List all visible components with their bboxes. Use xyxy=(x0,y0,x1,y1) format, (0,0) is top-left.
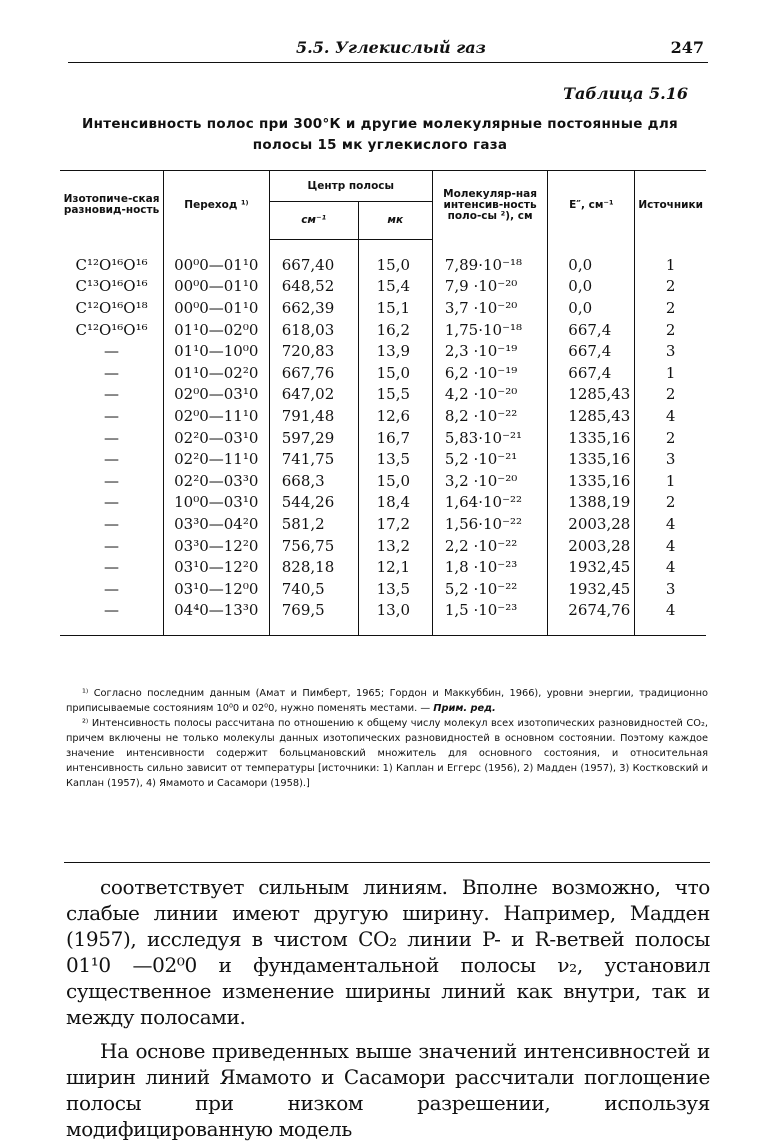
cell-center-cm: 647,02 xyxy=(269,384,358,406)
table-label: Таблица 5.16 xyxy=(563,84,688,103)
cell-transition: 01¹0—10⁰0 xyxy=(164,340,270,362)
table-title xyxy=(55,114,705,156)
spacer-cell xyxy=(548,621,635,636)
cell-isotope: — xyxy=(60,513,164,535)
cell-isotope: — xyxy=(60,492,164,514)
cell-isotope: — xyxy=(60,470,164,492)
col-header-intensity: Молекуляр-ная интенсив-ность поло-сы ²), см xyxy=(432,171,547,240)
table-row xyxy=(60,254,706,276)
table-body xyxy=(60,240,706,636)
cell-center-cm: 662,39 xyxy=(269,297,358,319)
cell-isotope: — xyxy=(60,384,164,406)
cell-isotope: — xyxy=(60,427,164,449)
cell-energy: 1388,19 xyxy=(548,492,635,514)
table-title-line2: полосы 15 мк углекислого газа xyxy=(252,137,508,153)
table-spacer-row xyxy=(60,240,706,255)
cell-source: 4 xyxy=(665,536,676,555)
cell-energy: 0,0 xyxy=(548,254,635,276)
cell-center-mk: 15,0 xyxy=(358,470,432,492)
cell-isotope: — xyxy=(60,405,164,427)
cell-transition: 10⁰0—03¹0 xyxy=(164,492,270,514)
col-header-isotope: Изотопиче-ская разновид-ность xyxy=(60,171,164,240)
cell-transition: 00⁰0—01¹0 xyxy=(164,297,270,319)
cell-source: 2 xyxy=(665,320,676,339)
cell-intensity: 2,3 ·10⁻¹⁹ xyxy=(432,340,547,362)
cell-center-mk: 17,2 xyxy=(358,513,432,535)
cell-source: 3 xyxy=(665,342,676,361)
table-row xyxy=(60,405,706,427)
cell-intensity: 5,83·10⁻²¹ xyxy=(432,427,547,449)
cell-center-mk: 13,5 xyxy=(358,448,432,470)
cell-center-cm: 667,40 xyxy=(269,254,358,276)
cell-intensity: 6,2 ·10⁻¹⁹ xyxy=(432,362,547,384)
cell-center-mk: 15,4 xyxy=(358,276,432,298)
cell-energy: 0,0 xyxy=(548,276,635,298)
table-row xyxy=(60,513,706,535)
footnote-1-text: ¹⁾ Согласно последним данным (Амат и Пимберт, 1965; Гордон и Маккуббин, 1966), уровни энергии, традиционно приписываемые состояниям 10⁰0 и 02⁰0, нужно поменять местами. — xyxy=(66,688,708,714)
cell-intensity: 7,89·10⁻¹⁸ xyxy=(432,254,547,276)
cell-center-cm: 740,5 xyxy=(269,578,358,600)
table-row xyxy=(60,427,706,449)
cell-intensity: 3,2 ·10⁻²⁰ xyxy=(432,470,547,492)
cell-transition: 01¹0—02²0 xyxy=(164,362,270,384)
footnote-2: ²⁾ Интенсивность полосы рассчитана по отношению к общему числу молекул всех изотопических разновидностей CO₂, причем включены не только молекулы данных изотопических разновидностей в основном состоянии. Поэтому каждое значение интенсивности содержит больцмановский множитель для основного состояния, и относительная интенсивность сильно зависит от температуры [источники: 1) Каплан и Еггерс (1956), 2) Мадден (1957), 3) Костковский и Каплан (1957), 4) Ямамото и Сасамори (1958).] xyxy=(66,718,708,789)
cell-isotope: — xyxy=(60,578,164,600)
cell-energy: 667,4 xyxy=(548,362,635,384)
cell-source: 3 xyxy=(665,450,676,469)
cell-intensity: 8,2 ·10⁻²² xyxy=(432,405,547,427)
table-spacer-row xyxy=(60,621,706,636)
spacer-cell xyxy=(164,621,270,636)
cell-source: 2 xyxy=(665,385,676,404)
cell-source: 2 xyxy=(665,493,676,512)
table-row xyxy=(60,535,706,557)
cell-intensity: 7,9 ·10⁻²⁰ xyxy=(432,276,547,298)
table-row xyxy=(60,340,706,362)
body-paragraph-2: На основе приведенных выше значений интенсивностей и ширин линий Ямамото и Сасамори рассчитали поглощение полосы при низком разрешении, используя модифицированную модель xyxy=(66,1039,710,1141)
spacer-cell xyxy=(635,240,706,255)
spacer-cell xyxy=(60,621,164,636)
cell-source: 1 xyxy=(665,363,676,382)
footnote-1 xyxy=(66,686,708,716)
cell-isotope: — xyxy=(60,556,164,578)
cell-transition: 00⁰0—01¹0 xyxy=(164,254,270,276)
cell-energy: 2003,28 xyxy=(548,513,635,535)
cell-center-mk: 15,0 xyxy=(358,362,432,384)
table-row xyxy=(60,384,706,406)
cell-energy: 1335,16 xyxy=(548,470,635,492)
cell-center-cm: 720,83 xyxy=(269,340,358,362)
body-paragraph-1: соответствует сильным линиям. Вполне возможно, что слабые линии имеют другую ширину. Например, Мадден (1957), исследуя в чистом CO₂ линии P- и R-ветвей полосы 01¹0 —02⁰0 и фундаментальной полосы ν₂, установил существенное изменение ширины линий как внутри, так и между полосами. xyxy=(66,875,710,1029)
cell-center-cm: 544,26 xyxy=(269,492,358,514)
cell-transition: 03³0—04²0 xyxy=(164,513,270,535)
cell-isotope: C¹²O¹⁶O¹⁶ xyxy=(60,254,164,276)
cell-source: 1 xyxy=(665,471,676,490)
cell-energy: 0,0 xyxy=(548,297,635,319)
cell-isotope: — xyxy=(60,448,164,470)
body-text xyxy=(66,874,710,1142)
cell-center-cm: 668,3 xyxy=(269,470,358,492)
cell-center-mk: 15,0 xyxy=(358,254,432,276)
cell-center-cm: 667,76 xyxy=(269,362,358,384)
cell-isotope: C¹³O¹⁶O¹⁶ xyxy=(60,276,164,298)
cell-energy: 1932,45 xyxy=(548,578,635,600)
cell-center-mk: 12,1 xyxy=(358,556,432,578)
cell-center-cm: 769,5 xyxy=(269,600,358,622)
cell-center-cm: 828,18 xyxy=(269,556,358,578)
cell-source: 2 xyxy=(665,277,676,296)
cell-center-mk: 15,1 xyxy=(358,297,432,319)
table-row xyxy=(60,297,706,319)
cell-transition: 04⁴0—13³0 xyxy=(164,600,270,622)
table-row xyxy=(60,492,706,514)
cell-source: 4 xyxy=(665,558,676,577)
cell-source: 4 xyxy=(665,514,676,533)
cell-source: 2 xyxy=(665,298,676,317)
col-header-center: Центр полосы xyxy=(269,171,432,202)
spacer-cell xyxy=(164,240,270,255)
table-row xyxy=(60,276,706,298)
cell-transition: 00⁰0—01¹0 xyxy=(164,276,270,298)
cell-source: 1 xyxy=(665,255,676,274)
cell-intensity: 1,64·10⁻²² xyxy=(432,492,547,514)
cell-isotope: — xyxy=(60,362,164,384)
cell-center-cm: 618,03 xyxy=(269,319,358,341)
cell-isotope: — xyxy=(60,340,164,362)
cell-intensity: 1,56·10⁻²² xyxy=(432,513,547,535)
cell-center-mk: 16,7 xyxy=(358,427,432,449)
cell-source: 2 xyxy=(665,428,676,447)
running-header xyxy=(68,38,708,63)
table-title-line1: Интенсивность полос при 300°К и другие молекулярные постоянные для xyxy=(81,116,679,132)
footnote-1-editor: Прим. ред. xyxy=(433,703,496,714)
table-row xyxy=(60,556,706,578)
cell-center-cm: 597,29 xyxy=(269,427,358,449)
table-row xyxy=(60,600,706,622)
cell-intensity: 1,5 ·10⁻²³ xyxy=(432,600,547,622)
cell-energy: 667,4 xyxy=(548,340,635,362)
cell-transition: 02²0—03¹0 xyxy=(164,427,270,449)
table-row xyxy=(60,448,706,470)
cell-intensity: 5,2 ·10⁻²¹ xyxy=(432,448,547,470)
footnotes xyxy=(66,686,708,791)
cell-energy: 1285,43 xyxy=(548,384,635,406)
cell-energy: 2003,28 xyxy=(548,535,635,557)
cell-energy: 1932,45 xyxy=(548,556,635,578)
spacer-cell xyxy=(432,240,547,255)
cell-isotope: — xyxy=(60,535,164,557)
spacer-cell xyxy=(358,240,432,255)
cell-center-mk: 13,2 xyxy=(358,535,432,557)
cell-center-cm: 741,75 xyxy=(269,448,358,470)
col-header-center-mk: мк xyxy=(358,202,432,240)
cell-source: 4 xyxy=(665,406,676,425)
cell-energy: 1335,16 xyxy=(548,448,635,470)
col-header-transition: Переход ¹⁾ xyxy=(164,171,270,240)
table-row xyxy=(60,362,706,384)
cell-transition: 02²0—03³0 xyxy=(164,470,270,492)
cell-intensity: 1,8 ·10⁻²³ xyxy=(432,556,547,578)
cell-center-mk: 12,6 xyxy=(358,405,432,427)
cell-energy: 667,4 xyxy=(548,319,635,341)
cell-center-mk: 13,9 xyxy=(358,340,432,362)
footnote-divider xyxy=(64,862,710,863)
table-row xyxy=(60,578,706,600)
cell-transition: 03¹0—12⁰0 xyxy=(164,578,270,600)
spacer-cell xyxy=(635,621,706,636)
cell-isotope: C¹²O¹⁶O¹⁸ xyxy=(60,297,164,319)
cell-energy: 1285,43 xyxy=(548,405,635,427)
cell-source: 4 xyxy=(665,601,676,620)
cell-transition: 02⁰0—03¹0 xyxy=(164,384,270,406)
cell-center-cm: 648,52 xyxy=(269,276,358,298)
cell-transition: 02⁰0—11¹0 xyxy=(164,405,270,427)
section-title: 5.5. Углекислый газ xyxy=(296,38,486,57)
spacer-cell xyxy=(60,240,164,255)
cell-center-mk: 18,4 xyxy=(358,492,432,514)
spacer-cell xyxy=(269,621,358,636)
spacer-cell xyxy=(548,240,635,255)
cell-energy: 1335,16 xyxy=(548,427,635,449)
page-number: 247 xyxy=(670,38,704,57)
cell-center-cm: 581,2 xyxy=(269,513,358,535)
cell-intensity: 3,7 ·10⁻²⁰ xyxy=(432,297,547,319)
cell-isotope: — xyxy=(60,600,164,622)
col-header-sources: Источники xyxy=(635,171,706,240)
cell-transition: 01¹0—02⁰0 xyxy=(164,319,270,341)
cell-intensity: 1,75·10⁻¹⁸ xyxy=(432,319,547,341)
cell-transition: 03³0—12²0 xyxy=(164,535,270,557)
cell-center-cm: 791,48 xyxy=(269,405,358,427)
col-header-center-cm: см⁻¹ xyxy=(269,202,358,240)
cell-center-mk: 13,0 xyxy=(358,600,432,622)
cell-intensity: 5,2 ·10⁻²² xyxy=(432,578,547,600)
cell-intensity: 4,2 ·10⁻²⁰ xyxy=(432,384,547,406)
cell-center-mk: 15,5 xyxy=(358,384,432,406)
cell-center-cm: 756,75 xyxy=(269,535,358,557)
spacer-cell xyxy=(269,240,358,255)
spacer-cell xyxy=(358,621,432,636)
cell-transition: 02²0—11¹0 xyxy=(164,448,270,470)
cell-isotope: C¹²O¹⁶O¹⁶ xyxy=(60,319,164,341)
data-table xyxy=(60,170,706,636)
table-row xyxy=(60,319,706,341)
cell-transition: 03¹0—12²0 xyxy=(164,556,270,578)
cell-center-mk: 16,2 xyxy=(358,319,432,341)
cell-source: 3 xyxy=(665,579,676,598)
cell-energy: 2674,76 xyxy=(548,600,635,622)
spacer-cell xyxy=(432,621,547,636)
table-row xyxy=(60,470,706,492)
cell-intensity: 2,2 ·10⁻²² xyxy=(432,535,547,557)
col-header-energy: E″, см⁻¹ xyxy=(548,171,635,240)
cell-center-mk: 13,5 xyxy=(358,578,432,600)
